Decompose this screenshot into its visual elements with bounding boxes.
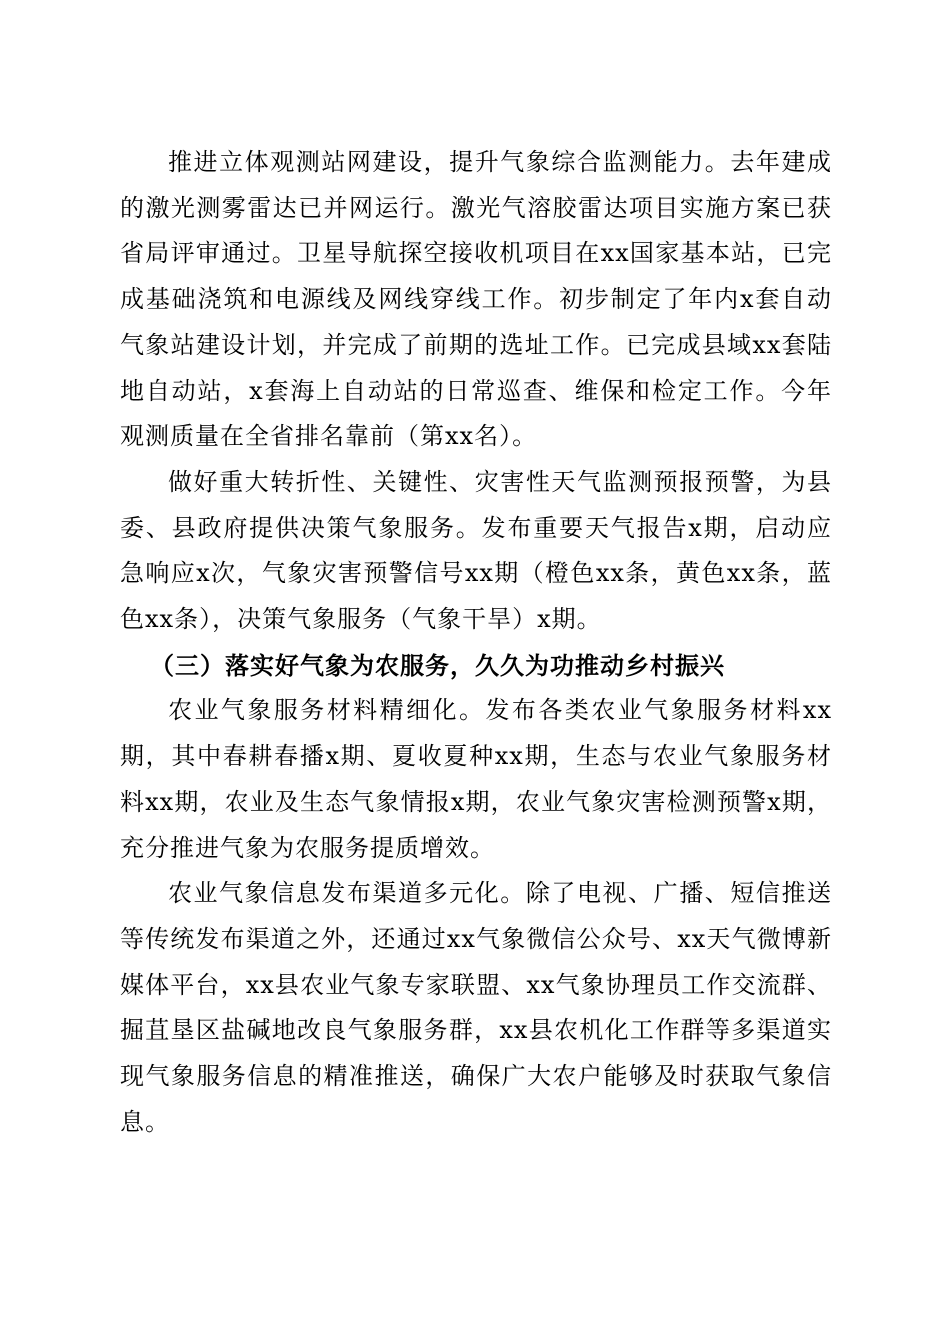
document-page: [120, 140, 832, 1145]
section-heading: （三）落实好气象为农服务，久久为功推动乡村振兴: [150, 650, 725, 680]
paragraph-agri-channels: 农业气象信息发布渠道多元化。除了电视、广播、短信推送等传统发布渠道之外，还通过xx气象微信公众号、xx天气微博新媒体平台，xx县农业气象专家联盟、xx气象协理员工作交流群、掘苴垦区盐碱地改良气象服务群，xx县农机化工作群等多渠道实现气象服务信息的精准推送，确保广大农户能够及时获取气象信息。: [120, 879, 832, 1136]
paragraph-observation-network: 推进立体观测站网建设，提升气象综合监测能力。去年建成的激光测雾雷达已并网运行。激光气溶胶雷达项目实施方案已获省局评审通过。卫星导航探空接收机项目在xx国家基本站，已完成基础浇筑和电源线及网线穿线工作。初步制定了年内x套自动气象站建设计划，并完成了前期的选址工作。已完成县域xx套陆地自动站，x套海上自动站的日常巡查、维保和检定工作。今年观测质量在全省排名靠前（第xx名）。: [120, 148, 832, 451]
paragraph-weather-warning: 做好重大转折性、关键性、灾害性天气监测预报预警，为县委、县政府提供决策气象服务。发布重要天气报告x期，启动应急响应x次，气象灾害预警信号xx期（橙色xx条，黄色xx条，蓝色xx条），决策气象服务（气象干旱）x期。: [120, 467, 832, 634]
paragraph-agri-materials: 农业气象服务材料精细化。发布各类农业气象服务材料xx期，其中春耕春播x期、夏收夏种xx期，生态与农业气象服务材料xx期，农业及生态气象情报x期，农业气象灾害检测预警x期，充分推进气象为农服务提质增效。: [120, 696, 832, 862]
